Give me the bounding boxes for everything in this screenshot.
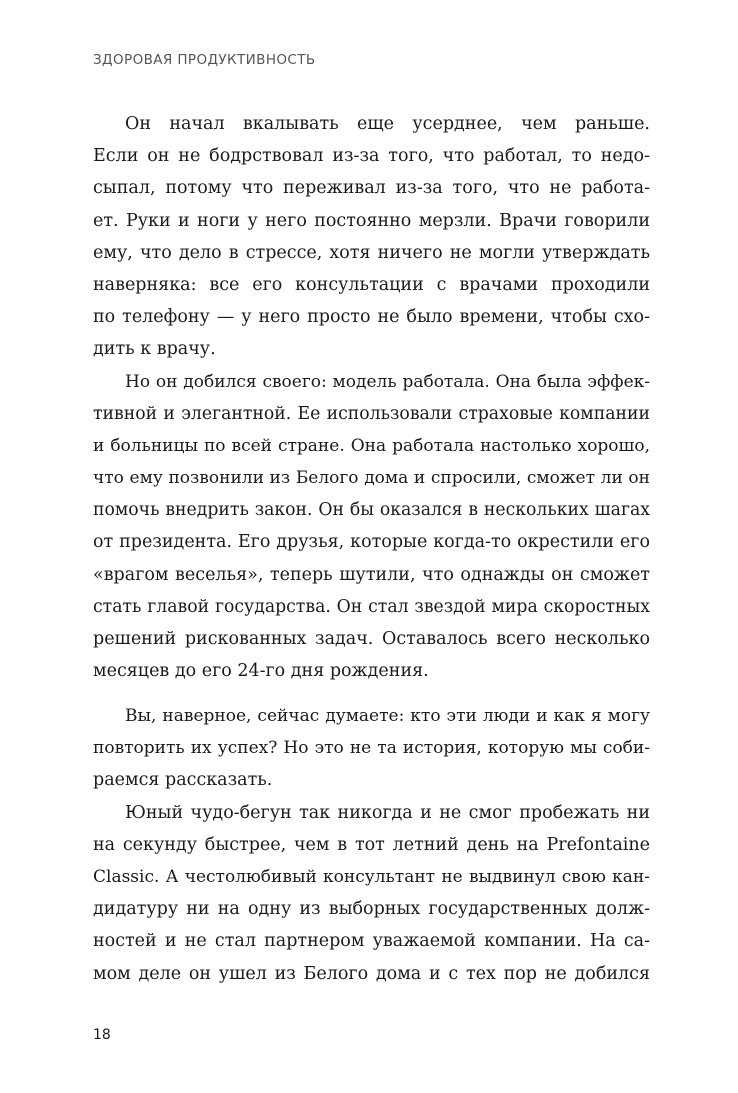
text-line: мом деле он ушел из Белого дома и с тех пор не добился (93, 963, 650, 984)
text-line: тивной и элегантной. Ее использовали страховые компании (93, 403, 650, 424)
text-line: повторить их успех? Но это не та история, которую мы соби- (93, 738, 650, 759)
text-line: ет. Руки и ноги у него постоянно мерзли. Врачи говорили (93, 210, 650, 231)
paragraph (93, 108, 650, 366)
text-line: «врагом веселья», теперь шутили, что однажды он сможет (93, 564, 650, 585)
text-line: дить к врачу. (93, 339, 216, 360)
text-line: Если он не бодрствовал из-за того, что работал, то недо- (93, 146, 650, 167)
text-line: что ему позвонили из Белого дома и спросили, сможет ли он (93, 468, 650, 489)
running-header: ЗДОРОВАЯ ПРОДУКТИВНОСТЬ (93, 52, 316, 68)
text-line: месяцев до его 24-го дня рождения. (93, 661, 429, 682)
text-line: Но он добился своего: модель работала. Она была эффек- (125, 371, 650, 392)
text-line: наверняка: все его консультации с врачами проходили (93, 274, 650, 295)
text-line: стать главой государства. Он стал звездой мира скоростных (93, 596, 650, 617)
text-line: по телефону — у него просто не было времени, чтобы схо- (93, 307, 650, 328)
paragraph (93, 797, 650, 990)
text-line: сыпал, потому что переживал из-за того, что не работа- (93, 178, 650, 199)
text-block-2 (93, 700, 650, 990)
text-line: ностей и не стал партнером уважаемой компании. На са- (93, 931, 650, 952)
text-line: помочь внедрить закон. Он бы оказался в нескольких шагах (93, 500, 650, 521)
text-line: раемся рассказать. (93, 770, 273, 791)
text-block-1 (93, 108, 650, 687)
page-number: 18 (93, 1027, 111, 1043)
text-line: решений рискованных задач. Оставалось всего несколько (93, 629, 650, 649)
text-line: и больницы по всей стране. Она работала настолько хорошо, (93, 435, 650, 456)
text-line: Он начал вкалывать еще усерднее, чем раньше. (125, 114, 650, 134)
text-line: Вы, наверное, сейчас думаете: кто эти люди и как я могу (125, 706, 650, 726)
paragraph (93, 366, 650, 688)
text-line: на секунду быстрее, чем в тот летний день на Prefontaine (93, 834, 650, 855)
text-line: дидатуру ни на одну из выборных государственных долж- (93, 899, 650, 920)
text-line: ему, что дело в стрессе, хотя ничего не могли утверждать (93, 242, 650, 263)
text-line: Юный чудо-бегун так никогда и не смог пробежать ни (125, 802, 650, 823)
text-line: от президента. Его друзья, которые когда-то окрестили его (93, 532, 650, 553)
text-line: Classic. А честолюбивый консультант не выдвинул свою кан- (93, 866, 650, 887)
paragraph (93, 700, 650, 797)
